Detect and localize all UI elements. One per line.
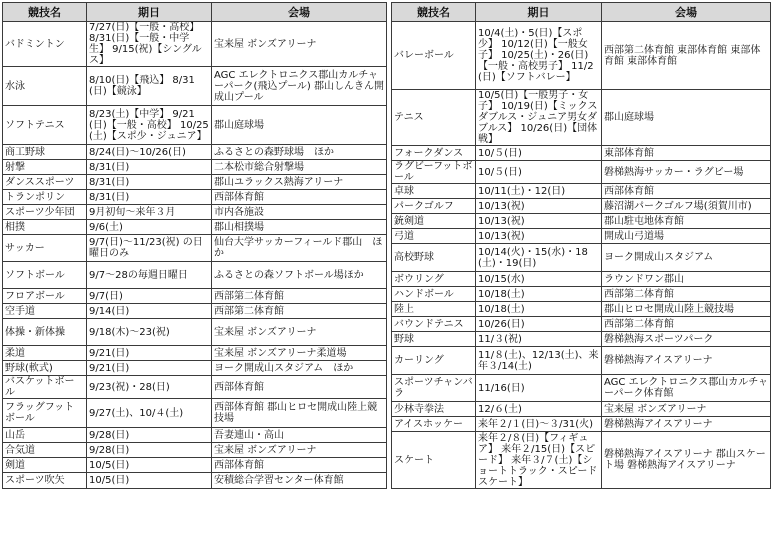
venue-cell: 西部体育館 <box>212 190 387 205</box>
date-cell: 9/21(日) <box>87 346 212 361</box>
event-cell: トランポリン <box>3 190 87 205</box>
event-cell: 体操・新体操 <box>3 319 87 346</box>
table-row <box>392 90 771 146</box>
date-cell: 8/10(日)【飛込】 8/31(日)【競泳】 <box>87 67 212 106</box>
date-cell: 11/３(祝) <box>476 332 602 347</box>
event-cell: 相撲 <box>3 220 87 235</box>
date-cell: 8/31(日) <box>87 190 212 205</box>
table-row <box>3 458 387 473</box>
table-row <box>3 220 387 235</box>
venue-cell: 安積総合学習センター体育館 <box>212 473 387 489</box>
venue-cell: 郡山ユラックス熱海アリーナ <box>212 175 387 190</box>
venue-cell: 西部体育館 郡山ヒロセ開成山陸上競技場 <box>212 399 387 428</box>
venue-cell: 磐梯熱海アイスアリーナ 郡山スケート場 磐梯熱海アイスアリーナ <box>602 432 771 489</box>
date-cell: 7/27(日)【一般・高校】 8/31(日)【一般・中学生】 9/15(祝)【シングルス】 <box>87 22 212 67</box>
event-cell: フラッグフットボール <box>3 399 87 428</box>
header-date: 期日 <box>87 3 212 22</box>
event-cell: スケート <box>392 432 476 489</box>
date-cell: 9/7(日)〜11/23(祝) の日曜日のみ <box>87 235 212 262</box>
table-row <box>3 399 387 428</box>
venue-cell: 宝来屋 ボンズアリーナ <box>212 319 387 346</box>
table-row <box>3 473 387 489</box>
venue-cell: 西部体育館 <box>212 376 387 399</box>
venue-cell: 仙台大学サッカーフィールド郡山 ほか <box>212 235 387 262</box>
venue-cell: 二本松市総合射撃場 <box>212 160 387 175</box>
date-cell: 10/18(土) <box>476 287 602 302</box>
venue-cell: 磐梯熱海スポーツパーク <box>602 332 771 347</box>
event-cell: バウンドテニス <box>392 317 476 332</box>
date-cell: 11/16(日) <box>476 375 602 402</box>
table-row <box>3 361 387 376</box>
venue-cell: 郡山相撲場 <box>212 220 387 235</box>
date-cell: 8/23(土)【中学】 9/21(日)【一般・高校】 10/25(土)【スポ少・ジュニア】 <box>87 106 212 145</box>
date-cell: 9/6(土) <box>87 220 212 235</box>
venue-cell: 西部第二体育館 <box>212 304 387 319</box>
venue-cell: ふるさとの森ソフトボール場ほか <box>212 262 387 289</box>
event-cell: 卓球 <box>392 184 476 199</box>
venue-cell: ラウンドワン郡山 <box>602 272 771 287</box>
date-cell: 12/６(土) <box>476 402 602 417</box>
venue-cell: 宝来屋 ボンズアリーナ <box>602 402 771 417</box>
event-cell: 弓道 <box>392 229 476 244</box>
venue-cell: 宝来屋 ボンズアリーナ柔道場 <box>212 346 387 361</box>
event-cell: 合気道 <box>3 443 87 458</box>
table-row <box>3 376 387 399</box>
table-row <box>392 302 771 317</box>
date-cell: 10/5(日)【一般男子・女子】 10/19(日)【ミックスダブルス・ジュニア男女ダブルス】 10/26(日)【団体戦】 <box>476 90 602 146</box>
venue-cell: 藤沼湖パークゴルフ場(須賀川市) <box>602 199 771 214</box>
table-row <box>3 205 387 220</box>
header-venue: 会場 <box>212 3 387 22</box>
table-row <box>392 184 771 199</box>
date-cell: 8/31(日) <box>87 160 212 175</box>
date-cell: 9/18(木)〜23(祝) <box>87 319 212 346</box>
venue-cell: 開成山弓道場 <box>602 229 771 244</box>
venue-cell: 市内各施設 <box>212 205 387 220</box>
venue-cell: 吾妻連山・高山 <box>212 428 387 443</box>
event-cell: 高校野球 <box>392 244 476 272</box>
venue-cell: ふるさとの森野球場 ほか <box>212 145 387 160</box>
table-row <box>392 229 771 244</box>
event-cell: ラグビーフットボール <box>392 161 476 184</box>
table-row <box>392 417 771 432</box>
table-row <box>3 289 387 304</box>
event-cell: ソフトボール <box>3 262 87 289</box>
event-cell: 商工野球 <box>3 145 87 160</box>
event-cell: 柔道 <box>3 346 87 361</box>
date-cell: 10/13(祝) <box>476 214 602 229</box>
date-cell: 10/13(祝) <box>476 199 602 214</box>
date-cell: 10/26(日) <box>476 317 602 332</box>
event-cell: 野球 <box>392 332 476 347</box>
table-row <box>392 199 771 214</box>
date-cell: 9/28(日) <box>87 443 212 458</box>
event-cell: 銃剣道 <box>392 214 476 229</box>
date-cell: 11/８(土)、12/13(土)、来年３/14(土) <box>476 347 602 375</box>
event-cell: ハンドボール <box>392 287 476 302</box>
table-row <box>3 262 387 289</box>
date-cell: 9月初旬〜来年３月 <box>87 205 212 220</box>
date-cell: 10/11(土)・12(日) <box>476 184 602 199</box>
venue-cell: 東部体育館 <box>602 146 771 161</box>
table-row <box>392 161 771 184</box>
venue-cell: 西部体育館 <box>602 184 771 199</box>
header-event: 競技名 <box>3 3 87 22</box>
event-cell: 水泳 <box>3 67 87 106</box>
table-row <box>392 332 771 347</box>
event-cell: サッカー <box>3 235 87 262</box>
date-cell: 9/14(日) <box>87 304 212 319</box>
date-cell: 10/5(日) <box>87 458 212 473</box>
event-cell: スポーツ少年団 <box>3 205 87 220</box>
date-cell: 10/4(土)・5(日)【スポ少】 10/12(日)【一般女子】 10/25(土)・26(日) 【一般・高校男子】 11/2(日)【ソフトバレー】 <box>476 22 602 90</box>
date-cell: 10/13(祝) <box>476 229 602 244</box>
event-cell: 陸上 <box>392 302 476 317</box>
date-cell: 来年２/８(日)【フィギュア】 来年２/15(日)【スピード】 来年３/７(土)【ショートトラック・スピードスケート】 <box>476 432 602 489</box>
event-cell: 剣道 <box>3 458 87 473</box>
venue-cell: ヨーク開成山スタジアム ほか <box>212 361 387 376</box>
date-cell: 10/5(日) <box>87 473 212 489</box>
table-row <box>3 346 387 361</box>
event-cell: カーリング <box>392 347 476 375</box>
event-cell: バレーボール <box>392 22 476 90</box>
event-cell: 射撃 <box>3 160 87 175</box>
venue-cell: 西部第二体育館 東部体育館 東部体育館 東部体育館 <box>602 22 771 90</box>
table-row <box>392 214 771 229</box>
table-row <box>3 304 387 319</box>
date-cell: 10/５(日) <box>476 146 602 161</box>
event-cell: テニス <box>392 90 476 146</box>
table-row <box>392 432 771 489</box>
date-cell: 9/21(日) <box>87 361 212 376</box>
event-cell: ボウリング <box>392 272 476 287</box>
table-row <box>3 428 387 443</box>
event-cell: パークゴルフ <box>392 199 476 214</box>
table-row <box>3 67 387 106</box>
table-row <box>3 443 387 458</box>
venue-cell: AGC エレクトロニクス郡山カルチャーパーク体育館 <box>602 375 771 402</box>
date-cell: 10/５(日) <box>476 161 602 184</box>
venue-cell: 郡山庭球場 <box>212 106 387 145</box>
date-cell: 9/28(日) <box>87 428 212 443</box>
event-cell: 少林寺拳法 <box>392 402 476 417</box>
event-cell: 野球(軟式) <box>3 361 87 376</box>
table-row <box>392 272 771 287</box>
venue-cell: 郡山ヒロセ開成山陸上競技場 <box>602 302 771 317</box>
venue-cell: 西部第二体育館 <box>602 317 771 332</box>
header-venue: 会場 <box>602 3 771 22</box>
table-row <box>392 146 771 161</box>
event-cell: スポーツ吹矢 <box>3 473 87 489</box>
event-cell: バスケットボール <box>3 376 87 399</box>
date-cell: 10/14(火)・15(水)・18(土)・19(日) <box>476 244 602 272</box>
date-cell: 8/24(日)〜10/26(日) <box>87 145 212 160</box>
date-cell: 9/27(土)、10/４(土) <box>87 399 212 428</box>
table-row <box>392 347 771 375</box>
table-row <box>3 106 387 145</box>
venue-cell: AGC エレクトロニクス郡山カルチャーパーク(飛込プール) 郡山しんきん開成山プール <box>212 67 387 106</box>
date-cell: 9/23(祝)・28(日) <box>87 376 212 399</box>
event-cell: ソフトテニス <box>3 106 87 145</box>
header-row <box>3 3 387 22</box>
event-cell: 山岳 <box>3 428 87 443</box>
table-row <box>3 190 387 205</box>
table-row <box>3 319 387 346</box>
venue-cell: 磐梯熱海アイスアリーナ <box>602 417 771 432</box>
venue-cell: 郡山庭球場 <box>602 90 771 146</box>
right-schedule-table <box>391 2 771 489</box>
table-row <box>392 402 771 417</box>
venue-cell: 郡山駐屯地体育館 <box>602 214 771 229</box>
table-row <box>3 235 387 262</box>
table-row <box>392 317 771 332</box>
table-row <box>392 244 771 272</box>
event-cell: フロアボール <box>3 289 87 304</box>
date-cell: 10/18(土) <box>476 302 602 317</box>
venue-cell: 宝来屋 ボンズアリーナ <box>212 22 387 67</box>
event-cell: フォークダンス <box>392 146 476 161</box>
venue-cell: 西部第二体育館 <box>602 287 771 302</box>
date-cell: 10/15(水) <box>476 272 602 287</box>
header-date: 期日 <box>476 3 602 22</box>
table-row <box>392 22 771 90</box>
venue-cell: 磐梯熱海アイスアリーナ <box>602 347 771 375</box>
date-cell: 9/7(日) <box>87 289 212 304</box>
venue-cell: 宝来屋 ボンズアリーナ <box>212 443 387 458</box>
event-cell: 空手道 <box>3 304 87 319</box>
date-cell: 来年２/１(日)〜３/31(火) <box>476 417 602 432</box>
table-row <box>3 22 387 67</box>
event-cell: スポーツチャンバラ <box>392 375 476 402</box>
header-event: 競技名 <box>392 3 476 22</box>
table-row <box>392 287 771 302</box>
event-cell: ダンススポーツ <box>3 175 87 190</box>
table-row <box>3 145 387 160</box>
venue-cell: 西部体育館 <box>212 458 387 473</box>
table-row <box>3 175 387 190</box>
venue-cell: 磐梯熱海サッカー・ラグビー場 <box>602 161 771 184</box>
table-row <box>3 160 387 175</box>
venue-cell: 西部第二体育館 <box>212 289 387 304</box>
header-row <box>392 3 771 22</box>
table-row <box>392 375 771 402</box>
date-cell: 8/31(日) <box>87 175 212 190</box>
venue-cell: ヨーク開成山スタジアム <box>602 244 771 272</box>
date-cell: 9/7〜28の毎週日曜日 <box>87 262 212 289</box>
left-schedule-table <box>2 2 387 489</box>
event-cell: アイスホッケー <box>392 417 476 432</box>
event-cell: バドミントン <box>3 22 87 67</box>
